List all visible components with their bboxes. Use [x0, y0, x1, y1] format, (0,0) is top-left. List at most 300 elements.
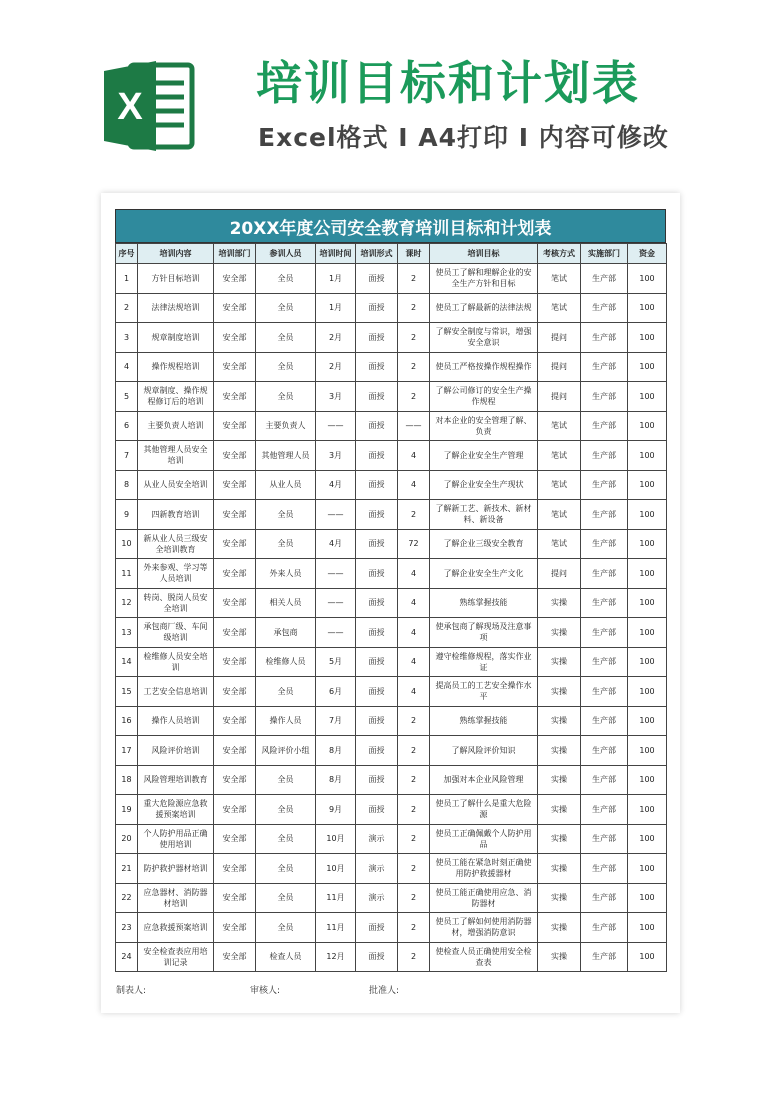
table-cell: 100 [628, 323, 667, 353]
table-cell: 7月 [316, 706, 356, 736]
table-cell: 实操 [538, 824, 581, 854]
table-cell: 3 [116, 323, 138, 353]
column-header: 培训形式 [356, 244, 398, 264]
document-title: 20XX年度公司安全教育培训目标和计划表 [115, 209, 666, 243]
table-cell: 安全部 [214, 883, 256, 913]
table-cell: 19 [116, 795, 138, 825]
table-cell: 全员 [256, 529, 316, 559]
table-cell: 100 [628, 913, 667, 943]
table-cell: 笔试 [538, 470, 581, 500]
table-cell: 生产部 [581, 618, 628, 648]
table-row [116, 854, 667, 884]
table-body [116, 264, 667, 972]
table-cell: 4 [116, 352, 138, 382]
table-cell: 100 [628, 411, 667, 441]
table-cell: 3月 [316, 441, 356, 471]
table-cell: 100 [628, 765, 667, 795]
table-cell: 了解企业三级安全教育 [430, 529, 538, 559]
table-row [116, 441, 667, 471]
table-cell: 24 [116, 942, 138, 972]
table-cell: 生产部 [581, 323, 628, 353]
table-cell: 安全检查表应用培训记录 [138, 942, 214, 972]
table-cell: 笔试 [538, 293, 581, 323]
table-cell: 生产部 [581, 824, 628, 854]
table-row [116, 470, 667, 500]
table-cell: 2 [398, 323, 430, 353]
table-cell: 10月 [316, 824, 356, 854]
table-cell: 使员工正确佩戴个人防护用品 [430, 824, 538, 854]
excel-logo-icon [100, 57, 198, 155]
table-cell: 生产部 [581, 942, 628, 972]
table-cell: 2月 [316, 323, 356, 353]
table-cell: 2 [398, 500, 430, 530]
table-cell: 2 [398, 264, 430, 294]
column-header: 培训目标 [430, 244, 538, 264]
table-cell: 100 [628, 441, 667, 471]
table-cell: 2 [398, 765, 430, 795]
table-cell: —— [316, 559, 356, 589]
table-cell: 4月 [316, 529, 356, 559]
table-cell: 72 [398, 529, 430, 559]
table-cell: 面授 [356, 677, 398, 707]
table-cell: 2 [116, 293, 138, 323]
table-row [116, 795, 667, 825]
table-cell: 21 [116, 854, 138, 884]
table-cell: 全员 [256, 824, 316, 854]
table-cell: 提问 [538, 382, 581, 412]
table-cell: 重大危险源应急救援预案培训 [138, 795, 214, 825]
table-cell: 全员 [256, 677, 316, 707]
table-cell: 从业人员安全培训 [138, 470, 214, 500]
table-row [116, 883, 667, 913]
table-cell: 100 [628, 352, 667, 382]
table-cell: 使承包商了解现场及注意事项 [430, 618, 538, 648]
table-cell: 新从业人员三级安全培训教育 [138, 529, 214, 559]
table-cell: 4 [398, 470, 430, 500]
table-cell: 生产部 [581, 352, 628, 382]
table-cell: 生产部 [581, 706, 628, 736]
table-cell: 使员工了解如何使用消防器材，增强消防意识 [430, 913, 538, 943]
table-cell: 100 [628, 559, 667, 589]
table-cell: 4 [398, 618, 430, 648]
table-cell: 生产部 [581, 736, 628, 766]
table-cell: 面授 [356, 736, 398, 766]
table-cell: 面授 [356, 647, 398, 677]
table-row [116, 500, 667, 530]
table-cell: 操作人员 [256, 706, 316, 736]
table-cell: 8 [116, 470, 138, 500]
table-cell: 安全部 [214, 706, 256, 736]
table-cell: 相关人员 [256, 588, 316, 618]
table-cell: 了解安全制度与常识，增强安全意识 [430, 323, 538, 353]
table-cell: 工艺安全信息培训 [138, 677, 214, 707]
table-row [116, 618, 667, 648]
watermark [26, 129, 42, 155]
table-cell: 面授 [356, 323, 398, 353]
reviewer-label: 审核人: [250, 986, 281, 996]
table-cell: 笔试 [538, 441, 581, 471]
table-cell: 2 [398, 824, 430, 854]
table-cell: 12月 [316, 942, 356, 972]
table-cell: 2 [398, 795, 430, 825]
table-cell: —— [398, 411, 430, 441]
table-cell: 对本企业的安全管理了解、负责 [430, 411, 538, 441]
table-cell: 生产部 [581, 500, 628, 530]
table-cell: 4月 [316, 470, 356, 500]
table-cell: —— [316, 588, 356, 618]
table-row [116, 706, 667, 736]
table-cell: 安全部 [214, 411, 256, 441]
table-cell: 生产部 [581, 883, 628, 913]
table-cell: 生产部 [581, 441, 628, 471]
table-cell: 12 [116, 588, 138, 618]
table-cell: 100 [628, 706, 667, 736]
table-cell: 全员 [256, 293, 316, 323]
table-row [116, 824, 667, 854]
table-cell: 法律法规培训 [138, 293, 214, 323]
table-cell: 操作人员培训 [138, 706, 214, 736]
table-cell: 100 [628, 736, 667, 766]
table-row [116, 411, 667, 441]
table-cell: 3月 [316, 382, 356, 412]
table-row [116, 765, 667, 795]
table-cell: 15 [116, 677, 138, 707]
table-cell: 生产部 [581, 559, 628, 589]
table-cell: 使检查人员正确使用安全检查表 [430, 942, 538, 972]
table-cell: 其他管理人员 [256, 441, 316, 471]
table-cell: 面授 [356, 559, 398, 589]
table-cell: 16 [116, 706, 138, 736]
table-cell: 5 [116, 382, 138, 412]
hero-subtitle: Excel格式 I A4打印 I 内容可修改 [258, 123, 669, 152]
table-cell: 熟练掌握技能 [430, 588, 538, 618]
table-cell: 2月 [316, 352, 356, 382]
table-cell: 全员 [256, 913, 316, 943]
table-cell: 100 [628, 883, 667, 913]
table-row [116, 293, 667, 323]
table-cell: 使员工严格按操作规程操作 [430, 352, 538, 382]
table-cell: 生产部 [581, 264, 628, 294]
maker-label: 制表人: [116, 986, 147, 996]
table-cell: 100 [628, 293, 667, 323]
hero-title: 培训目标和计划表 [256, 56, 640, 110]
table-cell: 100 [628, 942, 667, 972]
column-header: 考核方式 [538, 244, 581, 264]
column-header: 序号 [116, 244, 138, 264]
table-cell: 6 [116, 411, 138, 441]
table-cell: 2 [398, 913, 430, 943]
table-cell: 使员工了解和理解企业的安全生产方针和目标 [430, 264, 538, 294]
table-cell: 面授 [356, 706, 398, 736]
table-cell: 了解新工艺、新技术、新材料、新设备 [430, 500, 538, 530]
table-cell: 生产部 [581, 647, 628, 677]
table-cell: 2 [398, 736, 430, 766]
logo-letter: X [117, 86, 143, 128]
table-cell: 安全部 [214, 618, 256, 648]
table-cell: 演示 [356, 854, 398, 884]
table-cell: 6月 [316, 677, 356, 707]
table-cell: 使员工了解最新的法律法规 [430, 293, 538, 323]
table-cell: 了解企业安全生产现状 [430, 470, 538, 500]
table-cell: 面授 [356, 913, 398, 943]
table-row [116, 647, 667, 677]
table-cell: 从业人员 [256, 470, 316, 500]
table-cell: 安全部 [214, 559, 256, 589]
table-cell: 100 [628, 382, 667, 412]
table-cell: 实操 [538, 588, 581, 618]
table-cell: 2 [398, 293, 430, 323]
table-cell: 外来人员 [256, 559, 316, 589]
table-cell: 面授 [356, 293, 398, 323]
table-cell: 生产部 [581, 382, 628, 412]
table-cell: 提问 [538, 352, 581, 382]
table-cell: 安全部 [214, 441, 256, 471]
table-cell: 全员 [256, 264, 316, 294]
table-row [116, 913, 667, 943]
table-cell: 全员 [256, 765, 316, 795]
table-cell: 生产部 [581, 293, 628, 323]
table-cell: 100 [628, 677, 667, 707]
table-cell: 1月 [316, 264, 356, 294]
table-cell: 提问 [538, 323, 581, 353]
table-cell: 100 [628, 264, 667, 294]
column-header: 资金 [628, 244, 667, 264]
table-header-row [116, 244, 667, 264]
table-cell: 笔试 [538, 500, 581, 530]
table-cell: 100 [628, 470, 667, 500]
table-cell: 面授 [356, 529, 398, 559]
table-cell: 了解企业安全生产管理 [430, 441, 538, 471]
table-cell: 实操 [538, 913, 581, 943]
table-cell: 规章制度培训 [138, 323, 214, 353]
table-cell: 面授 [356, 470, 398, 500]
table-cell: 1月 [316, 293, 356, 323]
table-cell: 面授 [356, 500, 398, 530]
training-plan-table [115, 243, 667, 972]
table-cell: 4 [398, 441, 430, 471]
table-cell: 承包商 [256, 618, 316, 648]
column-header: 培训部门 [214, 244, 256, 264]
table-row [116, 588, 667, 618]
table-cell: 遵守检维修规程，落实作业证 [430, 647, 538, 677]
table-cell: 生产部 [581, 913, 628, 943]
table-cell: 了解风险评价知识 [430, 736, 538, 766]
table-cell: 全员 [256, 382, 316, 412]
table-cell: 100 [628, 824, 667, 854]
table-cell: 面授 [356, 264, 398, 294]
table-row [116, 529, 667, 559]
table-cell: 生产部 [581, 470, 628, 500]
table-cell: 风险管理培训教育 [138, 765, 214, 795]
table-cell: 使员工能正确使用应急、消防器材 [430, 883, 538, 913]
table-cell: 8月 [316, 736, 356, 766]
table-cell: 100 [628, 500, 667, 530]
table-cell: —— [316, 500, 356, 530]
table-cell: 安全部 [214, 765, 256, 795]
table-cell: 全员 [256, 854, 316, 884]
table-cell: 生产部 [581, 765, 628, 795]
table-row [116, 559, 667, 589]
column-header: 培训内容 [138, 244, 214, 264]
table-cell: 个人防护用品正确使用培训 [138, 824, 214, 854]
table-cell: 使员工了解什么是重大危险源 [430, 795, 538, 825]
table-row [116, 382, 667, 412]
table-cell: 18 [116, 765, 138, 795]
table-cell: 实操 [538, 765, 581, 795]
table-cell: 安全部 [214, 647, 256, 677]
table-cell: 20 [116, 824, 138, 854]
table-cell: 9月 [316, 795, 356, 825]
table-cell: 生产部 [581, 588, 628, 618]
table-cell: 转岗、脱岗人员安全培训 [138, 588, 214, 618]
table-cell: 实操 [538, 706, 581, 736]
table-cell: 安全部 [214, 824, 256, 854]
table-cell: 实操 [538, 677, 581, 707]
table-cell: 面授 [356, 411, 398, 441]
table-cell: 100 [628, 618, 667, 648]
table-cell: 实操 [538, 736, 581, 766]
column-header: 培训时间 [316, 244, 356, 264]
table-cell: 风险评价培训 [138, 736, 214, 766]
table-cell: 笔试 [538, 411, 581, 441]
table-cell: 4 [398, 588, 430, 618]
table-cell: 安全部 [214, 323, 256, 353]
table-cell: 1 [116, 264, 138, 294]
table-cell: 实操 [538, 942, 581, 972]
table-cell: 全员 [256, 883, 316, 913]
table-cell: 演示 [356, 883, 398, 913]
table-cell: 安全部 [214, 854, 256, 884]
table-cell: 面授 [356, 441, 398, 471]
table-cell: 2 [398, 352, 430, 382]
table-cell: 防护救护器材培训 [138, 854, 214, 884]
table-cell: 2 [398, 854, 430, 884]
table-cell: 100 [628, 795, 667, 825]
table-cell: 提高员工的工艺安全操作水平 [430, 677, 538, 707]
table-row [116, 352, 667, 382]
table-cell: 生产部 [581, 795, 628, 825]
table-cell: 23 [116, 913, 138, 943]
table-cell: 100 [628, 529, 667, 559]
table-row [116, 264, 667, 294]
table-cell: 规章制度、操作规程修订后的培训 [138, 382, 214, 412]
table-cell: 四新教育培训 [138, 500, 214, 530]
table-cell: 生产部 [581, 411, 628, 441]
table-cell: 安全部 [214, 588, 256, 618]
table-cell: 使员工能在紧急时刻正确使用防护救援器材 [430, 854, 538, 884]
table-cell: 100 [628, 854, 667, 884]
table-cell: 安全部 [214, 677, 256, 707]
table-cell: 9 [116, 500, 138, 530]
table-cell: 安全部 [214, 352, 256, 382]
table-cell: 风险评价小组 [256, 736, 316, 766]
table-cell: 安全部 [214, 529, 256, 559]
table-cell: 8月 [316, 765, 356, 795]
table-cell: 22 [116, 883, 138, 913]
table-cell: 面授 [356, 765, 398, 795]
table-cell: 笔试 [538, 264, 581, 294]
table-cell: 全员 [256, 500, 316, 530]
table-cell: 实操 [538, 647, 581, 677]
table-cell: 了解企业安全生产文化 [430, 559, 538, 589]
table-cell: 实操 [538, 618, 581, 648]
table-cell: 2 [398, 382, 430, 412]
table-cell: 实操 [538, 795, 581, 825]
table-cell: 全员 [256, 352, 316, 382]
table-cell: 主要负责人培训 [138, 411, 214, 441]
table-cell: 面授 [356, 352, 398, 382]
table-cell: 14 [116, 647, 138, 677]
column-header: 参训人员 [256, 244, 316, 264]
table-cell: 全员 [256, 323, 316, 353]
table-cell: 安全部 [214, 942, 256, 972]
table-cell: 主要负责人 [256, 411, 316, 441]
table-cell: 2 [398, 883, 430, 913]
table-cell: 10月 [316, 854, 356, 884]
table-cell: 2 [398, 942, 430, 972]
table-cell: 面授 [356, 942, 398, 972]
table-cell: 安全部 [214, 264, 256, 294]
table-row [116, 677, 667, 707]
table-cell: 实操 [538, 854, 581, 884]
table-cell: 4 [398, 647, 430, 677]
table-cell: 11月 [316, 913, 356, 943]
table-cell: 面授 [356, 795, 398, 825]
table-cell: —— [316, 618, 356, 648]
approver-label: 批准人: [369, 986, 400, 996]
table-cell: 4 [398, 677, 430, 707]
table-cell: 生产部 [581, 529, 628, 559]
table-cell: 11 [116, 559, 138, 589]
table-cell: 安全部 [214, 293, 256, 323]
table-cell: 检维修人员安全培训 [138, 647, 214, 677]
table-cell: 安全部 [214, 913, 256, 943]
table-cell: 安全部 [214, 795, 256, 825]
table-cell: 面授 [356, 382, 398, 412]
table-cell: 外来参观、学习等人员培训 [138, 559, 214, 589]
table-cell: 17 [116, 736, 138, 766]
table-cell: 操作规程培训 [138, 352, 214, 382]
table-cell: 13 [116, 618, 138, 648]
table-cell: 10 [116, 529, 138, 559]
table-row [116, 736, 667, 766]
table-row [116, 942, 667, 972]
table-cell: 全员 [256, 795, 316, 825]
table-cell: 面授 [356, 618, 398, 648]
table-cell: 实操 [538, 883, 581, 913]
table-cell: 7 [116, 441, 138, 471]
table-cell: 了解公司修订的安全生产操作规程 [430, 382, 538, 412]
column-header: 课时 [398, 244, 430, 264]
table-cell: 提问 [538, 559, 581, 589]
column-header: 实施部门 [581, 244, 628, 264]
table-cell: 加强对本企业风险管理 [430, 765, 538, 795]
table-cell: 演示 [356, 824, 398, 854]
table-cell: 100 [628, 588, 667, 618]
table-cell: 安全部 [214, 500, 256, 530]
table-cell: 2 [398, 706, 430, 736]
table-cell: 5月 [316, 647, 356, 677]
table-cell: 检维修人员 [256, 647, 316, 677]
table-cell: 笔试 [538, 529, 581, 559]
table-cell: 安全部 [214, 382, 256, 412]
table-cell: 100 [628, 647, 667, 677]
table-cell: 11月 [316, 883, 356, 913]
table-cell: 安全部 [214, 736, 256, 766]
table-cell: 生产部 [581, 854, 628, 884]
table-cell: —— [316, 411, 356, 441]
table-cell: 应急器材、消防器材培训 [138, 883, 214, 913]
